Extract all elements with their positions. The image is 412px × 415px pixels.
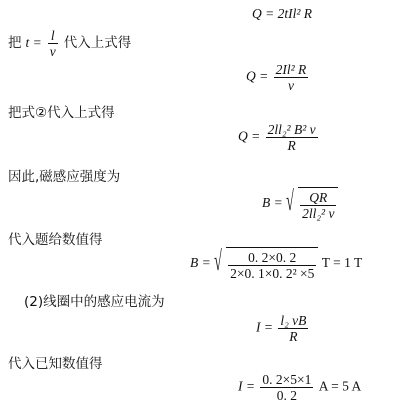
label-ba: 把 — [8, 35, 22, 52]
eq-numerator: l₂ vB — [280, 313, 307, 328]
eq-fraction — [266, 122, 318, 153]
equation-b-numeric — [190, 247, 362, 281]
text-substitute-given: 代入题给数值得 — [8, 232, 103, 248]
fraction-denominator: v — [49, 44, 56, 59]
label-substitute: 代入上式得 — [63, 35, 132, 52]
eq-lhs: Q = — [238, 128, 261, 144]
text-magnetic-induction: 因此,磁感应强度为 — [8, 169, 121, 185]
eq-fraction — [300, 190, 336, 221]
eq-denominator: R — [289, 329, 298, 344]
equation-i-numeric — [238, 372, 361, 403]
eq-denominator: R — [287, 138, 296, 153]
eq-denominator: 2×0. 1×0. 2² ×5 — [230, 266, 315, 281]
eq-denominator: v — [287, 78, 294, 93]
eq-lhs: B = — [262, 195, 283, 211]
t-equals: t = — [25, 35, 42, 51]
equation-q-2tilr: Q = 2tIl² R — [252, 6, 313, 21]
eq-numerator: 0. 2×5×1 — [262, 372, 312, 387]
eq-lhs: B = — [190, 255, 211, 271]
eq-result: A = 5 A — [318, 378, 362, 394]
sqrt-radical — [214, 247, 318, 281]
eq-fraction — [278, 313, 308, 344]
eq-denominator: 0. 2 — [276, 388, 297, 403]
equation-q-fraction-2 — [238, 122, 320, 153]
eq-denominator: 2ll₂² v — [302, 206, 335, 221]
eq-numerator: √ 0. 2×0. 2 — [228, 250, 316, 266]
eq-numerator: 2Il² R — [275, 62, 307, 77]
equation-i-fraction — [256, 313, 310, 344]
text-substitute-formula-2: 把式②代入上式得 — [8, 105, 115, 121]
fraction-numerator: l — [48, 28, 58, 44]
eq-lhs: I = — [238, 378, 255, 394]
eq-numerator: 2ll₂² B² v — [267, 122, 316, 137]
eq-numerator: √ QR — [300, 190, 336, 206]
eq-fraction — [274, 62, 309, 93]
eq-fraction — [228, 250, 316, 281]
substitution-line — [8, 28, 131, 59]
eq-lhs: Q = — [246, 68, 269, 84]
eq-result: T = 1 T — [321, 255, 363, 271]
text-induced-current: (2)线圈中的感应电流为 — [24, 294, 165, 310]
equation-q-fraction-1 — [246, 62, 310, 93]
text-substitute-known: 代入已知数值得 — [8, 356, 103, 372]
eq-fraction — [260, 372, 313, 403]
equation-b-sqrt — [262, 187, 338, 221]
sqrt-radical — [286, 187, 338, 221]
fraction-l-over-v — [48, 28, 58, 59]
eq-lhs: I = — [256, 319, 273, 335]
